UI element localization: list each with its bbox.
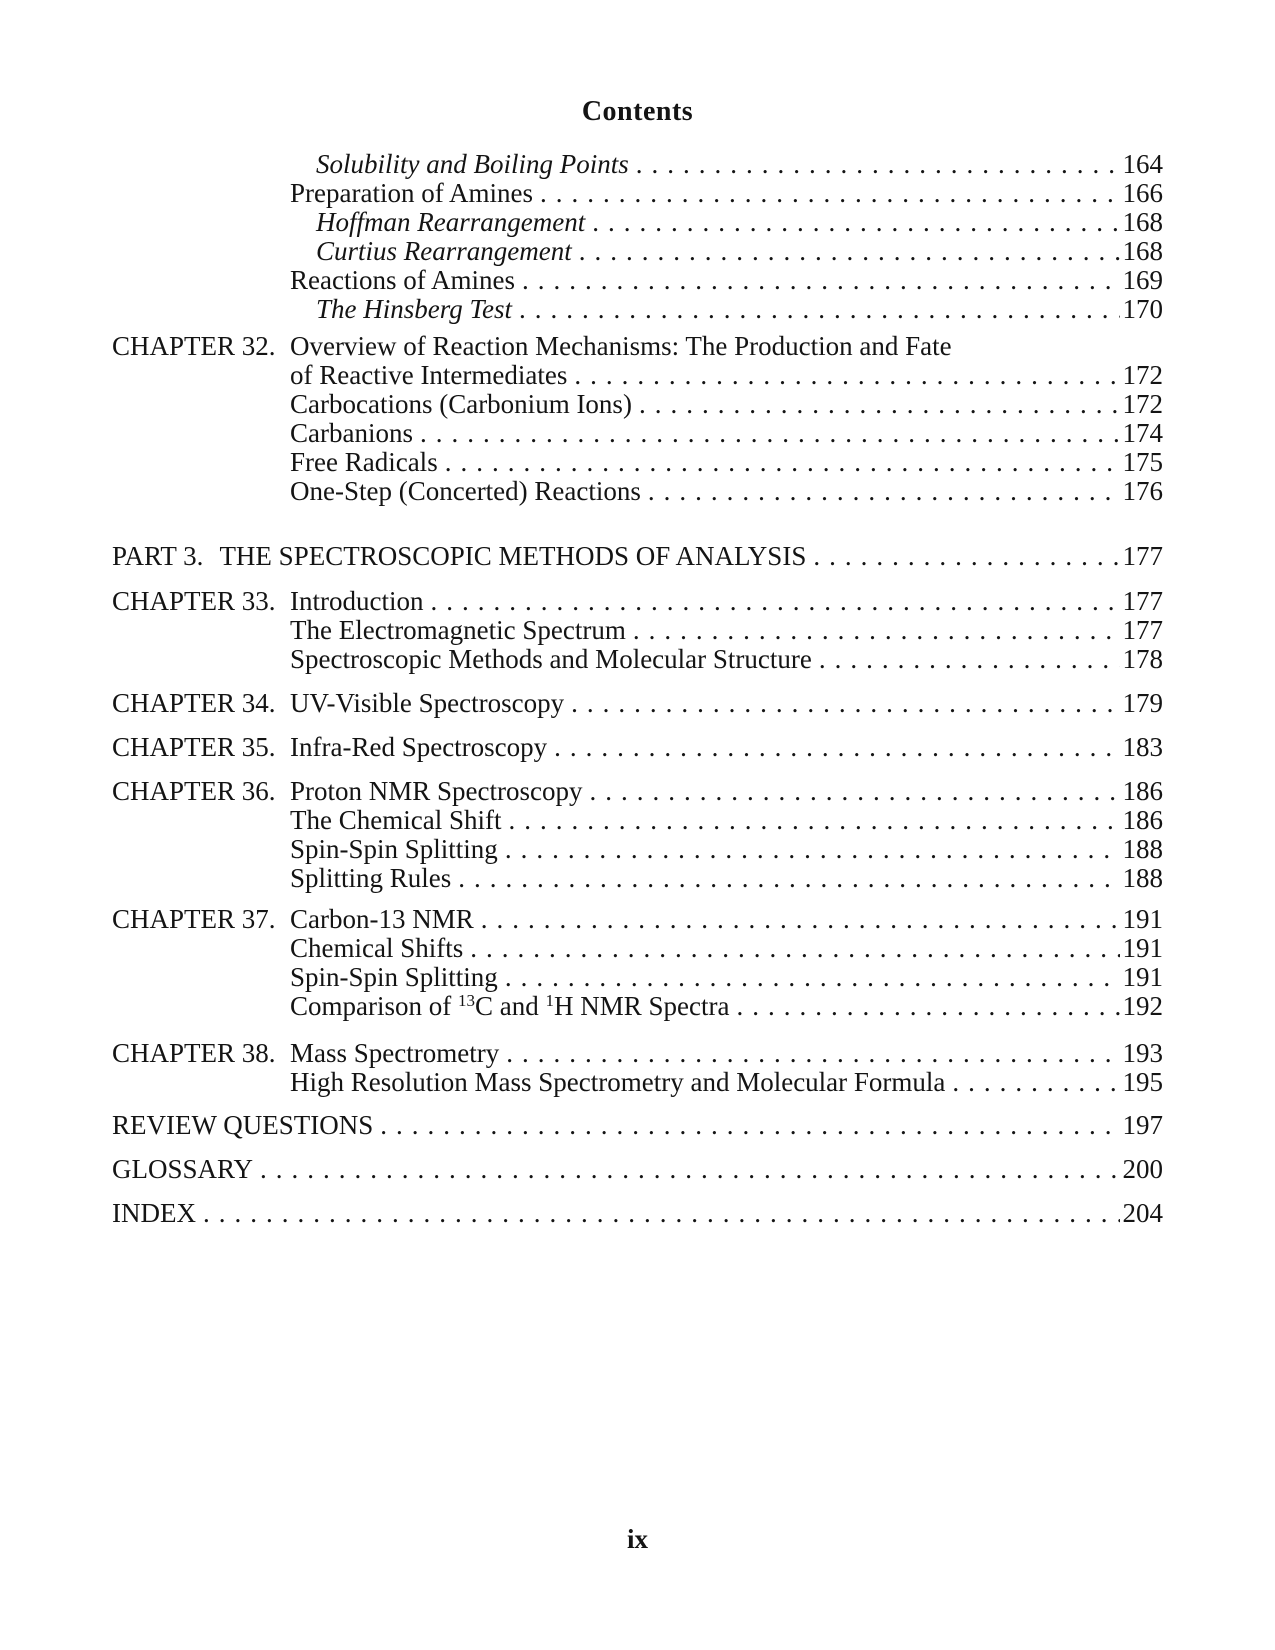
- entry-title: GLOSSARY: [112, 1154, 254, 1184]
- entry-page: 176: [1122, 476, 1163, 506]
- toc-entry: [112, 1068, 1163, 1097]
- entry-page: 175: [1122, 447, 1163, 477]
- toc-entry: [112, 1199, 1163, 1228]
- dot-leader: [379, 1111, 1119, 1140]
- toc-entry: [112, 237, 1163, 266]
- toc-entry: [112, 777, 1163, 806]
- dot-leader: [521, 266, 1120, 295]
- entry-page: 164: [1122, 149, 1163, 179]
- entry-page: 204: [1122, 1198, 1163, 1228]
- entry-title-text: Comparison of: [290, 991, 458, 1021]
- toc-entry: [112, 332, 1163, 361]
- entry-page: 195: [1122, 1067, 1163, 1097]
- toc-group-chapter-33: [112, 587, 1163, 674]
- entry-page: 191: [1122, 904, 1163, 934]
- entry-title: of Reactive Intermediates: [290, 360, 568, 390]
- page-number-footer: ix: [626, 1524, 648, 1554]
- toc-group-review-questions: [112, 1111, 1163, 1140]
- entry-title: Carbanions: [290, 418, 413, 448]
- dot-leader: [419, 419, 1120, 448]
- dot-leader: [591, 208, 1119, 237]
- entry-page: 177: [1122, 541, 1163, 571]
- entry-page: 179: [1122, 688, 1163, 718]
- entry-page: 186: [1122, 805, 1163, 835]
- toc-entry: [112, 208, 1163, 237]
- toc-group-amines: [112, 150, 1163, 324]
- dot-leader: [570, 689, 1119, 718]
- entry-page: 172: [1122, 389, 1163, 419]
- toc-entry: [112, 295, 1163, 324]
- entry-page: 200: [1122, 1154, 1163, 1184]
- toc-entry: [112, 616, 1163, 645]
- dot-leader: [812, 542, 1119, 571]
- entry-title: Spin-Spin Splitting: [290, 834, 498, 864]
- entry-title: Overview of Reaction Mechanisms: The Production and Fate: [290, 331, 952, 361]
- entry-title: UV-Visible Spectroscopy: [290, 688, 565, 718]
- chapter-label: CHAPTER 34.: [112, 688, 276, 718]
- superscript-13: 13: [458, 991, 475, 1010]
- dot-leader: [635, 150, 1120, 179]
- toc-group-glossary: [112, 1155, 1163, 1184]
- dot-leader: [589, 777, 1120, 806]
- entry-page: 166: [1122, 178, 1163, 208]
- toc-group-chapter-34: [112, 689, 1163, 718]
- toc-group-chapter-38: [112, 1039, 1163, 1097]
- toc-entry: [112, 645, 1163, 674]
- toc-entry: [112, 448, 1163, 477]
- entry-page: 188: [1122, 863, 1163, 893]
- entry-page: 191: [1122, 962, 1163, 992]
- entry-title: The Chemical Shift: [290, 805, 502, 835]
- toc-entry: [112, 477, 1163, 506]
- dot-leader: [647, 477, 1120, 506]
- part-label: PART 3.: [112, 541, 204, 571]
- dot-leader: [518, 295, 1119, 324]
- entry-page: 168: [1122, 207, 1163, 237]
- toc-entry: [112, 934, 1163, 963]
- entry-title: Proton NMR Spectroscopy: [290, 776, 583, 806]
- dot-leader: [573, 361, 1119, 390]
- dot-leader: [480, 905, 1120, 934]
- entry-title: [290, 992, 729, 1021]
- dot-leader: [469, 934, 1119, 963]
- toc-group-chapter-35: [112, 733, 1163, 762]
- entry-title: Free Radicals: [290, 447, 438, 477]
- toc-entry: [112, 419, 1163, 448]
- entry-title-text: H NMR Spectra: [554, 991, 730, 1021]
- toc-entry: [112, 542, 1163, 571]
- dot-leader: [259, 1155, 1119, 1184]
- entry-title: THE SPECTROSCOPIC METHODS OF ANALYSIS: [219, 541, 807, 571]
- dot-leader: [444, 448, 1120, 477]
- toc-group-chapter-32: [112, 332, 1163, 506]
- dot-leader: [638, 390, 1120, 419]
- toc-entry: [112, 266, 1163, 295]
- entry-title: One-Step (Concerted) Reactions: [290, 476, 641, 506]
- entry-page: 183: [1122, 732, 1163, 762]
- dot-leader: [507, 806, 1119, 835]
- entry-title: High Resolution Mass Spectrometry and Molecular Formula: [290, 1067, 946, 1097]
- toc-entry: [112, 1111, 1163, 1140]
- entry-title: Spin-Spin Splitting: [290, 962, 498, 992]
- dot-leader: [504, 835, 1120, 864]
- toc-group-chapter-36: [112, 777, 1163, 893]
- entry-title: Mass Spectrometry: [290, 1038, 500, 1068]
- entry-page: 191: [1122, 933, 1163, 963]
- toc-entry: [112, 806, 1163, 835]
- toc-entry: [112, 992, 1163, 1021]
- entry-title: Carbon-13 NMR: [290, 904, 474, 934]
- entry-title: Reactions of Amines: [290, 265, 515, 295]
- toc-group-chapter-37: [112, 905, 1163, 1021]
- dot-leader: [818, 645, 1120, 674]
- entry-title: REVIEW QUESTIONS: [112, 1110, 374, 1140]
- entry-page: 174: [1122, 418, 1163, 448]
- toc-group-part-3: [112, 542, 1163, 571]
- table-of-contents: [112, 150, 1163, 1228]
- toc-entry: [112, 835, 1163, 864]
- toc-entry: [112, 390, 1163, 419]
- entry-page: 192: [1122, 991, 1163, 1021]
- toc-entry: [112, 963, 1163, 992]
- entry-page: 177: [1122, 615, 1163, 645]
- dot-leader: [202, 1199, 1120, 1228]
- dot-leader: [735, 992, 1119, 1021]
- dot-leader: [505, 1039, 1119, 1068]
- entry-title: Spectroscopic Methods and Molecular Structure: [290, 644, 812, 674]
- entry-title: Splitting Rules: [290, 863, 452, 893]
- dot-leader: [578, 237, 1120, 266]
- entry-title: Preparation of Amines: [290, 178, 533, 208]
- entry-title-text: C and: [475, 991, 546, 1021]
- entry-title: Carbocations (Carbonium Ions): [290, 389, 632, 419]
- chapter-label: CHAPTER 38.: [112, 1038, 276, 1068]
- entry-title: The Hinsberg Test: [316, 294, 513, 324]
- entry-page: 168: [1122, 236, 1163, 266]
- toc-entry: [112, 689, 1163, 718]
- chapter-label: CHAPTER 32.: [112, 331, 276, 361]
- dot-leader: [539, 179, 1120, 208]
- entry-title: Introduction: [290, 586, 424, 616]
- entry-title: Infra-Red Spectroscopy: [290, 732, 548, 762]
- entry-page: 186: [1122, 776, 1163, 806]
- entry-title: The Electromagnetic Spectrum: [290, 615, 626, 645]
- toc-entry: [112, 179, 1163, 208]
- toc-entry: [112, 1039, 1163, 1068]
- toc-entry: [112, 587, 1163, 616]
- entry-page: 197: [1122, 1110, 1163, 1140]
- toc-group-index: [112, 1199, 1163, 1228]
- page-title: Contents: [581, 96, 694, 127]
- entry-page: 172: [1122, 360, 1163, 390]
- dot-leader: [632, 616, 1120, 645]
- entry-title: Chemical Shifts: [290, 933, 464, 963]
- chapter-label: CHAPTER 36.: [112, 776, 276, 806]
- dot-leader: [504, 963, 1120, 992]
- toc-entry: [112, 150, 1163, 179]
- entry-page: 193: [1122, 1038, 1163, 1068]
- chapter-label: CHAPTER 37.: [112, 904, 276, 934]
- dot-leader: [553, 733, 1119, 762]
- toc-entry: [112, 733, 1163, 762]
- entry-page: 170: [1122, 294, 1163, 324]
- entry-page: 169: [1122, 265, 1163, 295]
- toc-entry: [112, 864, 1163, 893]
- entry-title: Curtius Rearrangement: [316, 236, 572, 266]
- dot-leader: [429, 587, 1119, 616]
- dot-leader: [951, 1068, 1119, 1097]
- superscript-1: 1: [545, 991, 554, 1010]
- chapter-label: CHAPTER 35.: [112, 732, 276, 762]
- toc-entry: [112, 905, 1163, 934]
- entry-page: 177: [1122, 586, 1163, 616]
- toc-entry: [112, 361, 1163, 390]
- toc-entry: [112, 1155, 1163, 1184]
- entry-page: 178: [1122, 644, 1163, 674]
- entry-page: 188: [1122, 834, 1163, 864]
- entry-title: Hoffman Rearrangement: [316, 207, 586, 237]
- chapter-label: CHAPTER 33.: [112, 586, 276, 616]
- entry-title: Solubility and Boiling Points: [316, 149, 629, 179]
- entry-title: INDEX: [112, 1198, 196, 1228]
- dot-leader: [457, 864, 1119, 893]
